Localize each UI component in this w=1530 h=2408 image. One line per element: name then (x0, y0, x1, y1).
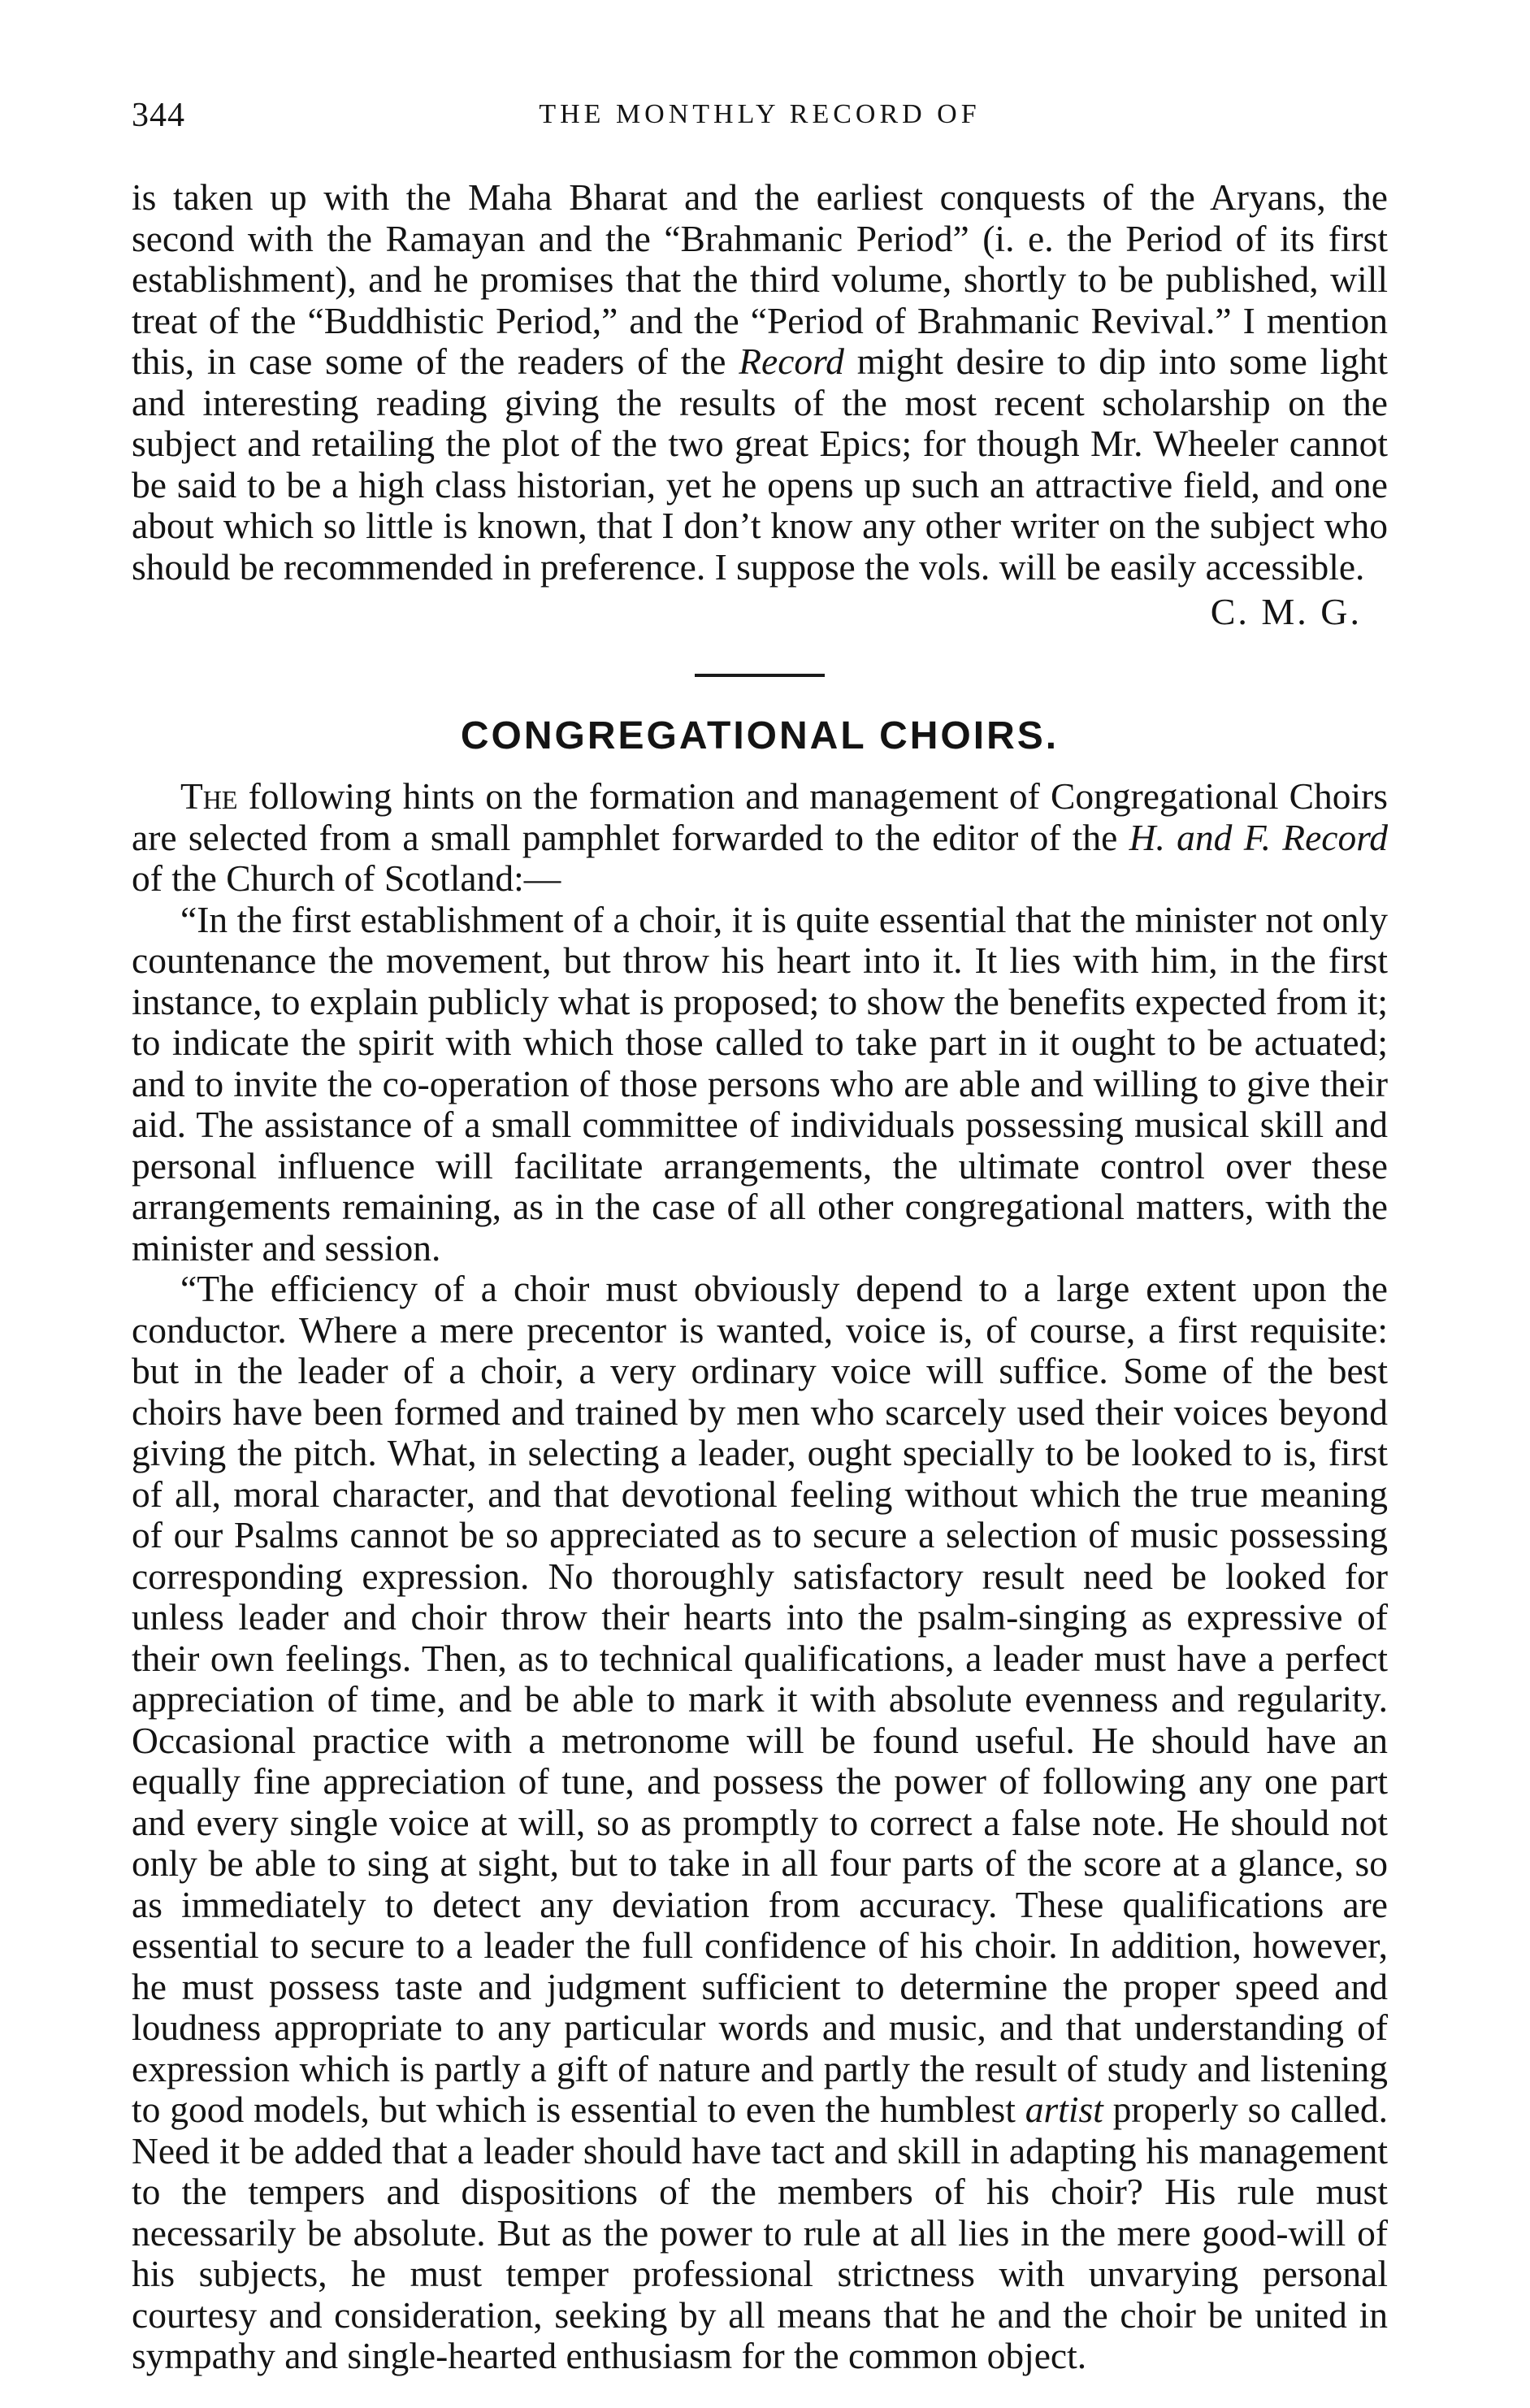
running-head: THE MONTHLY RECORD OF (539, 99, 981, 129)
choirs-paragraph-3 (132, 1269, 1388, 2377)
paragraph-3-text: “The efficiency of a choir must obviously depend to a large extent upon the conductor. Where a mere precentor is wanted, voice is, of course, a first requisite: but in the leader of a choir, a very ordinary voice will suffice. Some of the best choirs have been formed and trained by men who scarcely used their voices beyond giving the pitch. What, in selecting a leader, ought specially to be looked to is, first of all, moral character, and that devotional feeling without which the true meaning of our Psalms cannot be so appreciated as to secure a selection of music possessing corresponding expression. No thoroughly satisfactory result need be looked for unless leader and choir throw their hearts into the psalm-singing as expressive of their own feelings. Then, as to technical qualifications, a leader must have a perfect appreciation of time, and be able to mark it with absolute evenness and regularity. Occasional practice with a metronome will be found useful. He should have an equally fine appreciation of tune, and possess the power of following any one part and every single voice at will, so as promptly to correct a false note. He should not only be able to sing at sight, but to take in all four parts of the score at a glance, so as immediately to detect any deviation from accuracy. These qualifications are essential to secure to a leader the full confidence of his choir. In addition, however, he must possess taste and judgment sufficient to determine the proper speed and loudness appropriate to any particular words and music, and that understanding of expression which is partly a gift of nature and partly the result of study and listening to good models, but which is essential to even the humblest (132, 1268, 1388, 2130)
page-header (132, 96, 1388, 145)
intro-text: is taken up with the Maha Bharat and the earliest conquests of the Aryans, the second with the Ramayan and the “Brahmanic Period” (i. e. the Period of its first establishment), and he promises that the third volume, shortly to be published, will treat of the “Buddhistic Period,” and the “Period of Brahmanic Revival.” I mention this, in case some of the readers of the (132, 176, 1388, 382)
page-number: 344 (132, 97, 185, 134)
author-signature: C. M. G. (1210, 591, 1362, 632)
choirs-paragraph-1 (132, 776, 1388, 900)
intro-paragraph (132, 177, 1388, 588)
paragraph-1-tail: of the Church of Scotland:— (132, 857, 561, 899)
paragraph-lead-word: The (180, 775, 238, 817)
intro-text-continued: might desire to dip into some light and interesting reading giving the results of the most recent scholarship on the subject and retailing the plot of the two great Epics; for though Mr. Wheeler cannot be said to be a high class historian, yet he opens up such an attractive field, and one about which so little is known, that I don’t know any other writer on the subject who should be recommended in preference. I suppose the vols. will be easily accessible. (132, 341, 1388, 588)
paragraph-3-tail: properly so called. Need it be added that a leader should have tact and skill in adapting his management to the tempers and dispositions of the members of his choir? His rule must necessarily be absolute. But as the power to rule at all lies in the mere good-will of his subjects, he must temper professional strictness with unvarying personal courtesy and consideration, seeking by all means that he and the choir be united in sympathy and single-hearted enthusiasm for the common object. (132, 2089, 1388, 2376)
section-divider (695, 674, 825, 677)
text-column (132, 177, 1388, 2377)
section-title: CONGREGATIONAL CHOIRS. (460, 714, 1060, 757)
paragraph-1-text: following hints on the formation and management of Congregational Choirs are selected from a small pamphlet forwarded to the editor of the (132, 775, 1388, 858)
paragraph-1-italic: H. and F. Record (1129, 816, 1388, 858)
paragraph-3-italic: artist (1025, 2089, 1103, 2130)
choirs-paragraph-2: “In the first establishment of a choir, it is quite essential that the minister not only countenance the movement, but throw his heart into it. It lies with him, in the first instance, to explain publicly what is proposed; to show the benefits expected from it; to indicate the spirit with which those called to take part in it ought to be actuated; and to invite the co-operation of those persons who are able and willing to give their aid. The assistance of a small committee of individuals possessing musical skill and personal influence will facilitate arrangements, the ultimate control over these arrangements remaining, as in the case of all other congregational matters, with the minister and session. (132, 898, 1388, 1269)
intro-italic-record: Record (739, 341, 844, 382)
